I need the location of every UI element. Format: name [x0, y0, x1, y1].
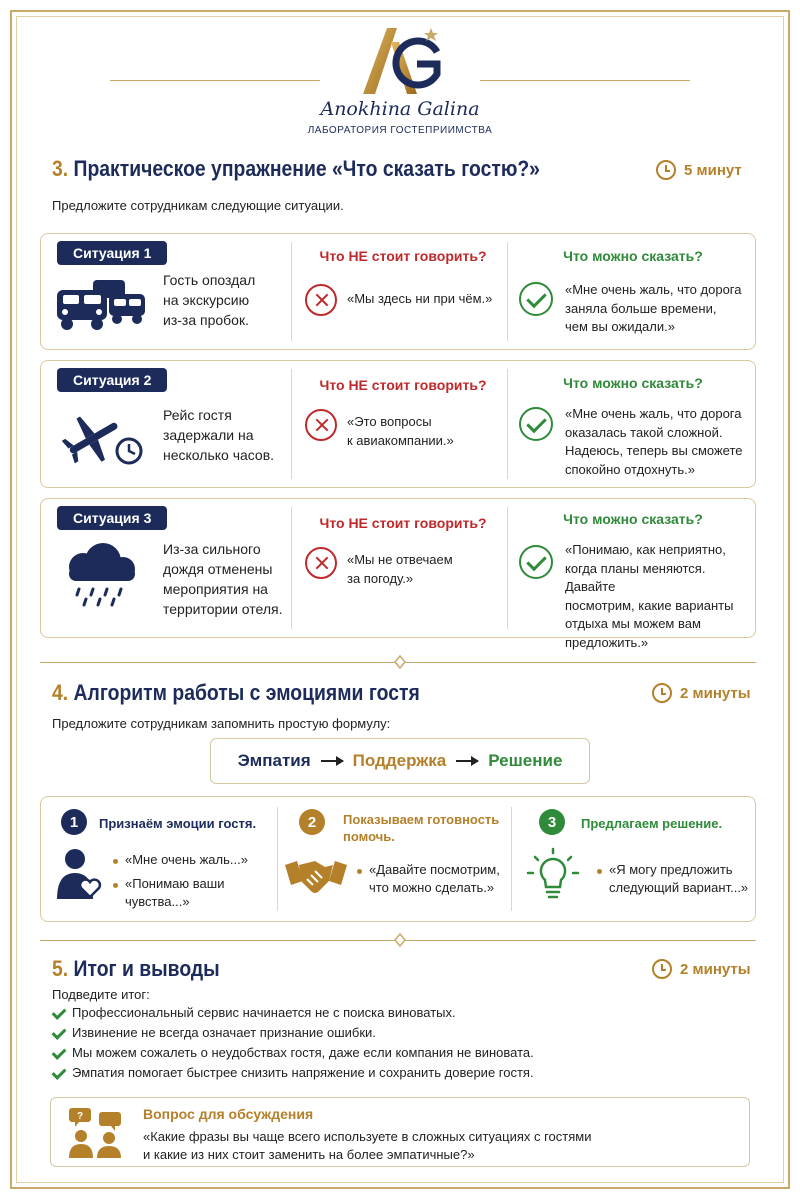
arrow-right-icon — [321, 760, 343, 762]
section-4-intro: Предложите сотрудникам запомнить простую формулу: — [52, 716, 391, 731]
checkmark-icon — [519, 545, 553, 579]
handshake-icon — [285, 855, 347, 897]
arrow-right-icon — [456, 760, 478, 762]
traffic-jam-cars-icon — [53, 274, 151, 334]
can-say-text: «Мне очень жаль, что дорога заняла больше времени, чем вы ожидали.» — [565, 282, 742, 334]
situation-card-2 — [40, 360, 756, 488]
rain-cloud-icon — [53, 543, 151, 609]
formula-box — [210, 738, 590, 784]
discussion-question: «Какие фразы вы чаще всего используете в сложных ситуациях с гостями и какие из них стоит заменить на более эмпатичные?» — [143, 1129, 592, 1162]
dont-say-heading: Что НЕ стоит говорить? — [319, 377, 487, 393]
ag-logo-icon — [345, 22, 455, 96]
cross-icon — [305, 547, 337, 579]
section-4-timer — [652, 683, 751, 703]
summary-point: Мы можем сожалеть о неудобствах гостя, даже если компания не виновата. — [52, 1045, 534, 1060]
person-heart-icon — [57, 847, 103, 903]
summary-point: Извинение не всегда означает признание ошибки. — [52, 1025, 376, 1040]
lightbulb-icon — [525, 847, 581, 903]
clock-icon — [652, 683, 672, 703]
checkmark-icon — [52, 1066, 62, 1080]
checkmark-icon — [519, 282, 553, 316]
situation-description: Рейс гостя задержали на несколько часов. — [163, 407, 275, 463]
step-1-phrase: «Понимаю ваши чувства...» — [125, 876, 225, 909]
section-5-time: 2 минуты — [680, 960, 751, 978]
svg-text:?: ? — [76, 1111, 84, 1122]
header-divider-left — [110, 80, 320, 81]
dont-say-text: «Мы не отвечаем за погоду.» — [347, 552, 453, 586]
dont-say-heading: Что НЕ стоит говорить? — [319, 515, 487, 531]
section-3-timer — [656, 160, 742, 180]
checkmark-icon — [519, 407, 553, 441]
airplane-clock-icon — [53, 409, 151, 469]
step-2-phrase: «Давайте посмотрим, что можно сделать.» — [369, 862, 500, 895]
dont-say-heading: Что НЕ стоит говорить? — [319, 248, 487, 264]
can-say-text: «Понимаю, как неприятно, когда планы меняются. Давайте посмотрим, какие варианты отдыха мы можем вам предложить.» — [565, 542, 734, 650]
section-5-title: 5. Итог и выводы — [52, 956, 220, 981]
checkmark-icon — [52, 1046, 62, 1060]
section-4-time: 2 минуты — [680, 684, 751, 702]
can-say-heading: Что можно сказать? — [563, 248, 703, 264]
step-number-3: 3 — [539, 809, 565, 835]
clock-icon — [652, 959, 672, 979]
brand-subtitle: ЛАБОРАТОРИЯ ГОСТЕПРИИМСТВА — [307, 125, 493, 136]
discussion-box — [50, 1097, 750, 1167]
cross-icon — [305, 284, 337, 316]
checkmark-icon — [52, 1006, 62, 1020]
formula-step-empathy: Эмпатия — [237, 751, 311, 770]
situation-card-3 — [40, 498, 756, 650]
situation-badge: Ситуация 1 — [57, 241, 167, 265]
can-say-heading: Что можно сказать? — [563, 511, 703, 527]
can-say-heading: Что можно сказать? — [563, 375, 703, 391]
situation-card-1 — [40, 233, 756, 350]
situation-description: Из-за сильного дождя отменены мероприятия на территории отеля. — [163, 541, 283, 617]
section-4-title: 4. Алгоритм работы с эмоциями гостя — [52, 680, 420, 705]
section-3-time: 5 минут — [684, 161, 742, 179]
section-3-intro: Предложите сотрудникам следующие ситуации. — [52, 198, 344, 213]
section-5-intro: Подведите итог: — [52, 987, 150, 1002]
step-2-title: Показываем готовность помочь. — [343, 812, 500, 844]
step-3-phrase: «Я могу предложить следующий вариант...» — [609, 862, 749, 895]
step-3-title: Предлагаем решение. — [581, 816, 723, 831]
formula-step-support: Поддержка — [352, 751, 447, 770]
step-1-phrase: «Мне очень жаль...» — [125, 852, 248, 867]
checkmark-icon — [52, 1026, 62, 1040]
header-divider-right — [480, 80, 690, 81]
dont-say-text: «Мы здесь ни при чём.» — [347, 291, 493, 306]
cross-icon — [305, 409, 337, 441]
can-say-text: «Мне очень жаль, что дорога оказалась такой сложной. Надеюсь, теперь вы сможете спокойно отдохнуть.» — [565, 406, 743, 477]
section-5-timer — [652, 959, 751, 979]
algorithm-steps — [40, 796, 756, 922]
section-3-title: 3. Практическое упражнение «Что сказать гостю?» — [52, 156, 540, 181]
summary-point: Эмпатия помогает быстрее снизить напряжение и сохранить доверие гостя. — [52, 1065, 534, 1080]
discussion-people-icon — [65, 1106, 125, 1160]
step-1-title: Признаём эмоции гостя. — [99, 816, 257, 831]
ornament-icon — [388, 655, 412, 669]
situation-badge: Ситуация 3 — [57, 506, 167, 530]
step-number-1: 1 — [61, 809, 87, 835]
situation-badge: Ситуация 2 — [57, 368, 167, 392]
discussion-title: Вопрос для обсуждения — [143, 1106, 314, 1122]
summary-point: Профессиональный сервис начинается не с поиска виноватых. — [52, 1005, 456, 1020]
brand-name: Anokhina Galina — [320, 98, 480, 120]
dont-say-text: «Это вопросы к авиакомпании.» — [347, 414, 454, 448]
step-number-2: 2 — [299, 809, 325, 835]
clock-icon — [656, 160, 676, 180]
situation-description: Гость опоздал на экскурсию из-за пробок. — [163, 272, 256, 328]
ornament-icon — [388, 933, 412, 947]
formula-step-solution: Решение — [488, 751, 563, 770]
